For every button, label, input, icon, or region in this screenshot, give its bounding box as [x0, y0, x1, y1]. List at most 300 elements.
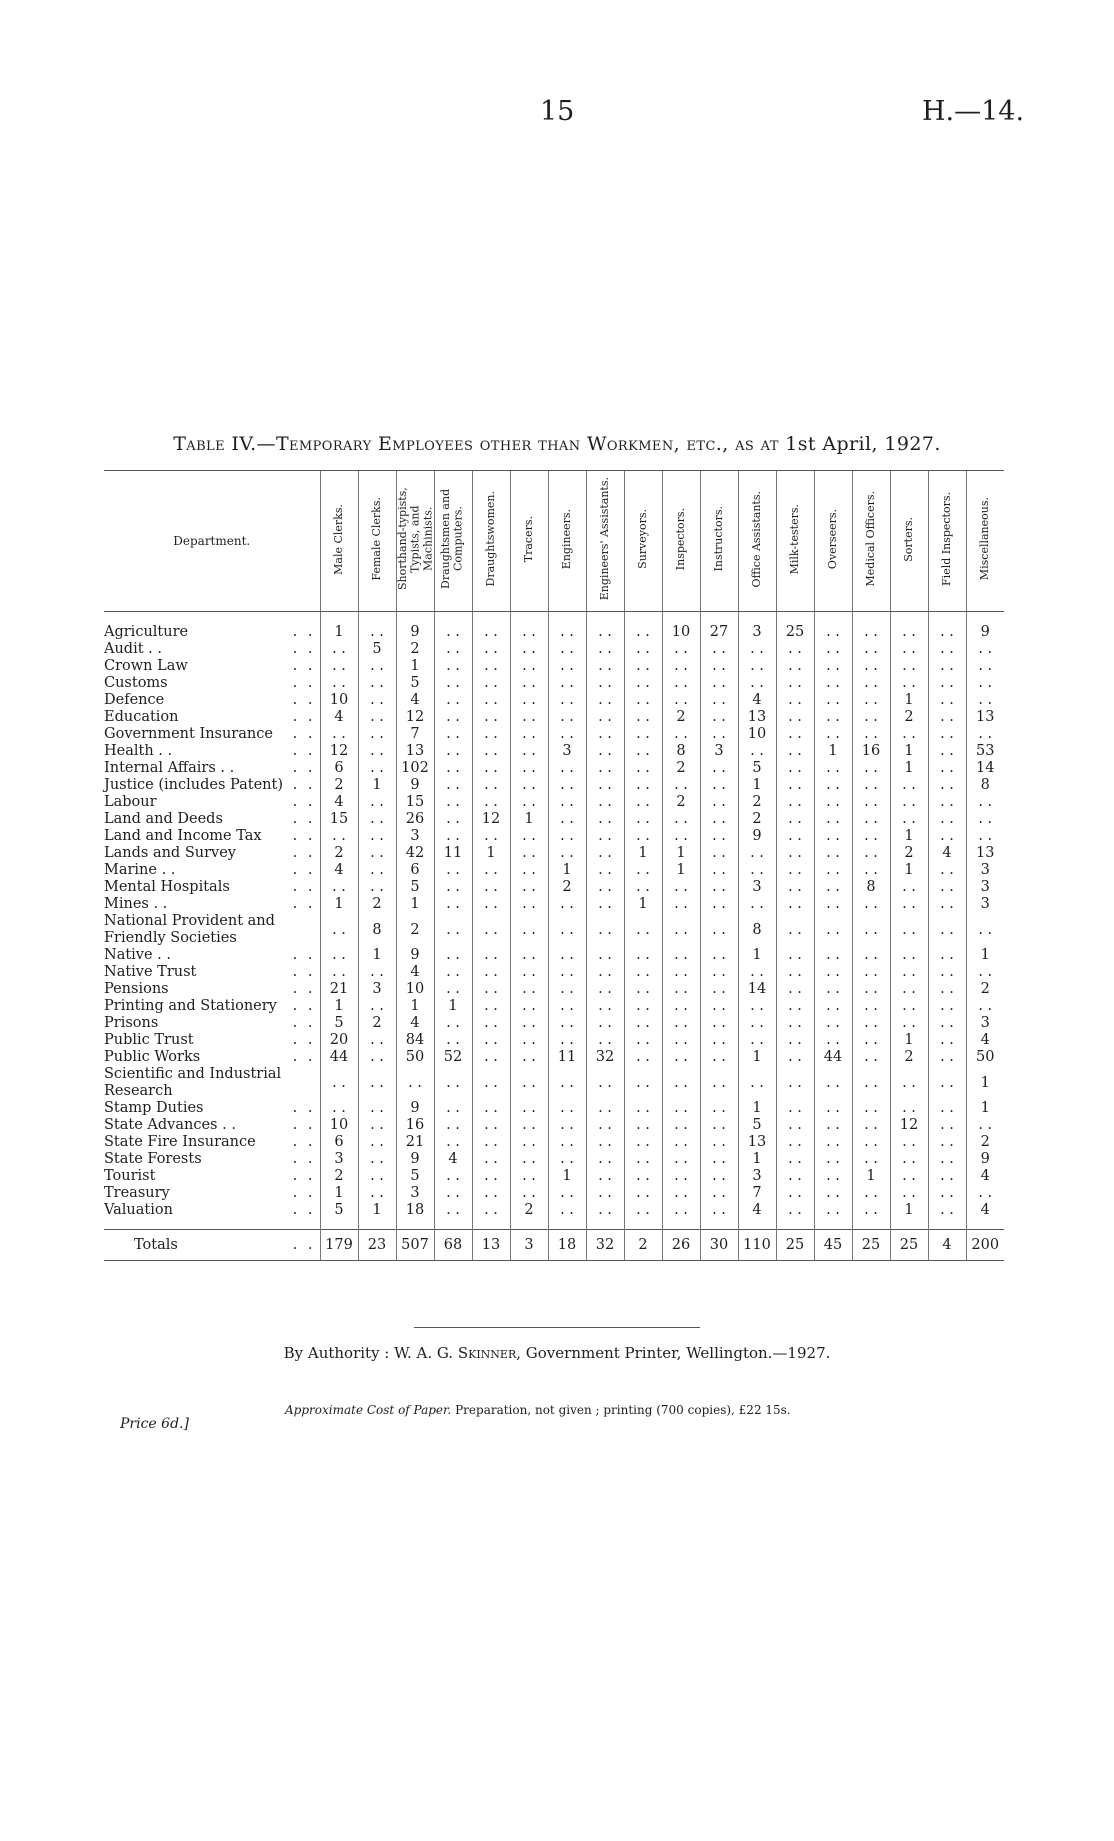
value-cell: . .: [776, 1168, 814, 1185]
value-cell: 4: [966, 1032, 1004, 1049]
value-cell: 4: [738, 1202, 776, 1219]
value-cell: . .: [624, 675, 662, 692]
value-cell: . .: [586, 675, 624, 692]
value-cell: . .: [320, 879, 358, 896]
value-cell: 14: [738, 981, 776, 998]
table-row: [104, 641, 1004, 658]
value-cell: . .: [814, 1117, 852, 1134]
value-cell: . .: [852, 709, 890, 726]
value-cell: . .: [548, 709, 586, 726]
value-cell: . .: [776, 675, 814, 692]
value-cell: . .: [700, 658, 738, 675]
value-cell: . .: [320, 913, 358, 947]
value-cell: . .: [814, 709, 852, 726]
value-cell: . .: [624, 1066, 662, 1100]
cost-label: Approximate Cost of Paper.: [285, 1403, 452, 1417]
value-cell: 9: [396, 947, 434, 964]
table-row: [104, 913, 1004, 947]
value-cell: 2: [738, 811, 776, 828]
value-cell: . .: [966, 1185, 1004, 1202]
value-cell: 8: [738, 913, 776, 947]
column-header: [776, 471, 814, 612]
value-cell: 4: [434, 1151, 472, 1168]
value-cell: . .: [510, 879, 548, 896]
value-cell: . .: [700, 828, 738, 845]
value-cell: 10: [320, 1117, 358, 1134]
value-cell: 4: [396, 692, 434, 709]
value-cell: . .: [358, 998, 396, 1015]
value-cell: 3: [738, 1168, 776, 1185]
value-cell: . .: [890, 794, 928, 811]
value-cell: . .: [434, 1117, 472, 1134]
value-cell: . .: [510, 726, 548, 743]
department-cell: [104, 658, 320, 675]
value-cell: . .: [738, 1032, 776, 1049]
value-cell: 2: [358, 1015, 396, 1032]
value-cell: . .: [624, 760, 662, 777]
value-cell: . .: [738, 964, 776, 981]
dot-leader: . .: [292, 845, 316, 861]
value-cell: . .: [320, 828, 358, 845]
table-row: [104, 675, 1004, 692]
value-cell: 9: [396, 777, 434, 794]
value-cell: 2: [662, 760, 700, 777]
value-cell: . .: [776, 1151, 814, 1168]
value-cell: 3: [966, 879, 1004, 896]
value-cell: . .: [510, 1066, 548, 1100]
table-row: [104, 1066, 1004, 1100]
value-cell: . .: [852, 1032, 890, 1049]
value-cell: 5: [320, 1015, 358, 1032]
value-cell: . .: [586, 612, 624, 642]
value-cell: . .: [586, 828, 624, 845]
value-cell: . .: [776, 709, 814, 726]
value-cell: . .: [928, 1185, 966, 1202]
cost-text: Preparation, not given ; printing (700 copies), £22 15s.: [455, 1403, 791, 1417]
department-cell: [104, 1066, 320, 1100]
value-cell: . .: [814, 896, 852, 913]
value-cell: . .: [510, 998, 548, 1015]
value-cell: . .: [586, 1185, 624, 1202]
value-cell: . .: [700, 692, 738, 709]
value-cell: . .: [928, 981, 966, 998]
dot-leader: . .: [292, 1168, 316, 1184]
value-cell: . .: [814, 675, 852, 692]
value-cell: . .: [510, 981, 548, 998]
value-cell: . .: [738, 1066, 776, 1100]
value-cell: . .: [586, 1117, 624, 1134]
value-cell: . .: [548, 1066, 586, 1100]
authority-prefix: By Authority :: [283, 1344, 390, 1362]
value-cell: . .: [548, 981, 586, 998]
value-cell: . .: [624, 964, 662, 981]
value-cell: . .: [624, 641, 662, 658]
value-cell: . .: [928, 760, 966, 777]
value-cell: . .: [624, 777, 662, 794]
value-cell: 1: [890, 862, 928, 879]
value-cell: . .: [434, 981, 472, 998]
department-name: State Advances . .: [104, 1117, 236, 1133]
value-cell: . .: [776, 1066, 814, 1100]
value-cell: . .: [510, 964, 548, 981]
value-cell: . .: [852, 947, 890, 964]
value-cell: . .: [890, 896, 928, 913]
column-header: [662, 471, 700, 612]
value-cell: . .: [472, 1100, 510, 1117]
column-header-label: Field Inspectors.: [939, 492, 953, 586]
value-cell: . .: [852, 1185, 890, 1202]
value-cell: . .: [434, 1185, 472, 1202]
value-cell: . .: [700, 726, 738, 743]
value-cell: . .: [814, 862, 852, 879]
value-cell: . .: [624, 1049, 662, 1066]
value-cell: . .: [548, 811, 586, 828]
value-cell: . .: [928, 726, 966, 743]
value-cell: 10: [738, 726, 776, 743]
value-cell: . .: [852, 845, 890, 862]
value-cell: . .: [548, 1185, 586, 1202]
value-cell: 15: [396, 794, 434, 811]
department-name: Education: [104, 709, 179, 725]
value-cell: 4: [320, 794, 358, 811]
value-cell: . .: [662, 964, 700, 981]
dot-leader: . .: [292, 777, 316, 793]
column-header-label: Draughtswomen.: [483, 491, 497, 587]
value-cell: . .: [852, 777, 890, 794]
value-cell: . .: [966, 964, 1004, 981]
value-cell: . .: [358, 862, 396, 879]
value-cell: . .: [472, 1049, 510, 1066]
value-cell: . .: [662, 981, 700, 998]
value-cell: 25: [776, 1230, 814, 1261]
value-cell: . .: [928, 743, 966, 760]
department-cell: [104, 760, 320, 777]
value-cell: . .: [662, 1032, 700, 1049]
value-cell: . .: [928, 1151, 966, 1168]
value-cell: . .: [814, 658, 852, 675]
department-name: Public Trust: [104, 1032, 194, 1048]
value-cell: 1: [358, 777, 396, 794]
value-cell: . .: [434, 1066, 472, 1100]
value-cell: . .: [852, 981, 890, 998]
value-cell: . .: [472, 913, 510, 947]
department-header: Department.: [104, 471, 320, 612]
department-name: Public Works: [104, 1049, 201, 1065]
value-cell: 5: [320, 1202, 358, 1219]
department-cell: [104, 692, 320, 709]
value-cell: 13: [966, 845, 1004, 862]
department-cell: [104, 1151, 320, 1168]
value-cell: . .: [738, 896, 776, 913]
value-cell: . .: [966, 692, 1004, 709]
value-cell: 16: [396, 1117, 434, 1134]
value-cell: . .: [890, 1134, 928, 1151]
value-cell: 18: [396, 1202, 434, 1219]
value-cell: . .: [928, 964, 966, 981]
value-cell: . .: [586, 1032, 624, 1049]
column-header: [738, 471, 776, 612]
value-cell: . .: [434, 612, 472, 642]
value-cell: . .: [662, 913, 700, 947]
value-cell: . .: [852, 811, 890, 828]
value-cell: . .: [890, 1100, 928, 1117]
department-cell: [104, 1049, 320, 1066]
table-row: [104, 1202, 1004, 1219]
value-cell: . .: [738, 658, 776, 675]
value-cell: . .: [700, 862, 738, 879]
value-cell: . .: [510, 1032, 548, 1049]
value-cell: . .: [434, 879, 472, 896]
value-cell: . .: [776, 862, 814, 879]
value-cell: 3: [320, 1151, 358, 1168]
value-cell: . .: [852, 760, 890, 777]
column-header: [928, 471, 966, 612]
value-cell: . .: [586, 913, 624, 947]
value-cell: . .: [852, 794, 890, 811]
value-cell: . .: [662, 658, 700, 675]
value-cell: . .: [624, 1117, 662, 1134]
value-cell: . .: [472, 1151, 510, 1168]
value-cell: . .: [814, 1100, 852, 1117]
value-cell: . .: [434, 828, 472, 845]
value-cell: . .: [890, 777, 928, 794]
value-cell: . .: [852, 1117, 890, 1134]
table-row: [104, 1049, 1004, 1066]
value-cell: . .: [548, 1032, 586, 1049]
value-cell: . .: [548, 641, 586, 658]
value-cell: 1: [434, 998, 472, 1015]
value-cell: . .: [966, 1117, 1004, 1134]
value-cell: . .: [624, 1185, 662, 1202]
value-cell: . .: [662, 675, 700, 692]
value-cell: . .: [358, 794, 396, 811]
value-cell: . .: [358, 845, 396, 862]
department-cell: [104, 811, 320, 828]
column-header: [510, 471, 548, 612]
table-row: [104, 1134, 1004, 1151]
value-cell: 1: [320, 1185, 358, 1202]
value-cell: 2: [548, 879, 586, 896]
value-cell: . .: [890, 879, 928, 896]
value-cell: 9: [966, 612, 1004, 642]
value-cell: . .: [472, 947, 510, 964]
value-cell: . .: [700, 1100, 738, 1117]
value-cell: . .: [472, 1032, 510, 1049]
column-header-label: Engineers.: [559, 508, 573, 570]
value-cell: . .: [662, 896, 700, 913]
table-row: [104, 811, 1004, 828]
value-cell: 13: [738, 1134, 776, 1151]
value-cell: . .: [434, 709, 472, 726]
value-cell: 16: [852, 743, 890, 760]
value-cell: 9: [396, 1100, 434, 1117]
column-header-label: Surveyors.: [635, 509, 649, 569]
value-cell: . .: [700, 760, 738, 777]
value-cell: 3: [738, 879, 776, 896]
column-header-label: Male Clerks.: [331, 503, 345, 575]
value-cell: 8: [358, 913, 396, 947]
department-name: State Fire Insurance: [104, 1134, 256, 1150]
value-cell: 3: [966, 896, 1004, 913]
department-cell: [104, 981, 320, 998]
value-cell: . .: [548, 947, 586, 964]
value-cell: . .: [662, 811, 700, 828]
value-cell: 1: [890, 1202, 928, 1219]
value-cell: . .: [434, 1168, 472, 1185]
value-cell: 20: [320, 1032, 358, 1049]
value-cell: . .: [358, 964, 396, 981]
value-cell: . .: [814, 612, 852, 642]
value-cell: . .: [624, 612, 662, 642]
value-cell: . .: [472, 709, 510, 726]
value-cell: 21: [396, 1134, 434, 1151]
value-cell: . .: [928, 1049, 966, 1066]
department-name: Prisons: [104, 1015, 159, 1031]
department-cell: [104, 1168, 320, 1185]
value-cell: . .: [852, 692, 890, 709]
value-cell: . .: [700, 964, 738, 981]
value-cell: 7: [396, 726, 434, 743]
value-cell: . .: [738, 845, 776, 862]
value-cell: 1: [662, 845, 700, 862]
column-header-label: Milk-testers.: [787, 503, 801, 575]
value-cell: . .: [814, 641, 852, 658]
value-cell: . .: [700, 1168, 738, 1185]
value-cell: . .: [776, 845, 814, 862]
value-cell: . .: [852, 828, 890, 845]
table-row: [104, 1185, 1004, 1202]
value-cell: . .: [320, 1100, 358, 1117]
value-cell: . .: [700, 777, 738, 794]
value-cell: . .: [700, 998, 738, 1015]
table-row: [104, 1100, 1004, 1117]
value-cell: 1: [358, 1202, 396, 1219]
value-cell: . .: [890, 1015, 928, 1032]
department-cell: [104, 879, 320, 896]
value-cell: . .: [890, 964, 928, 981]
value-cell: . .: [548, 845, 586, 862]
value-cell: 2: [320, 1168, 358, 1185]
dot-leader: . .: [292, 811, 316, 827]
dot-leader: . .: [292, 862, 316, 878]
value-cell: . .: [738, 743, 776, 760]
value-cell: . .: [890, 1185, 928, 1202]
value-cell: 2: [966, 981, 1004, 998]
value-cell: . .: [662, 1066, 700, 1100]
value-cell: . .: [890, 1151, 928, 1168]
value-cell: 45: [814, 1230, 852, 1261]
value-cell: . .: [700, 1202, 738, 1219]
table-title-date: 1st April, 1927.: [785, 433, 941, 455]
value-cell: . .: [776, 726, 814, 743]
value-cell: . .: [320, 641, 358, 658]
table-row: [104, 692, 1004, 709]
value-cell: . .: [776, 811, 814, 828]
value-cell: . .: [586, 1202, 624, 1219]
value-cell: . .: [510, 913, 548, 947]
value-cell: . .: [852, 896, 890, 913]
value-cell: . .: [434, 641, 472, 658]
value-cell: . .: [510, 828, 548, 845]
value-cell: 13: [472, 1230, 510, 1261]
value-cell: . .: [738, 1015, 776, 1032]
value-cell: . .: [814, 998, 852, 1015]
value-cell: . .: [814, 1168, 852, 1185]
value-cell: . .: [586, 811, 624, 828]
value-cell: . .: [814, 913, 852, 947]
department-name: Defence: [104, 692, 165, 708]
value-cell: . .: [700, 896, 738, 913]
value-cell: 42: [396, 845, 434, 862]
value-cell: 4: [396, 1015, 434, 1032]
value-cell: . .: [548, 828, 586, 845]
value-cell: . .: [358, 1066, 396, 1100]
value-cell: . .: [776, 1117, 814, 1134]
value-cell: 13: [966, 709, 1004, 726]
value-cell: . .: [700, 811, 738, 828]
value-cell: . .: [510, 658, 548, 675]
table-row: [104, 896, 1004, 913]
value-cell: . .: [700, 1151, 738, 1168]
table-row: [104, 947, 1004, 964]
column-header: [472, 471, 510, 612]
value-cell: 2: [510, 1202, 548, 1219]
dot-leader: . .: [292, 726, 316, 742]
value-cell: 2: [396, 641, 434, 658]
value-cell: . .: [472, 726, 510, 743]
dot-leader: . .: [292, 743, 316, 759]
department-name: Internal Affairs . .: [104, 760, 235, 776]
value-cell: . .: [472, 1117, 510, 1134]
value-cell: . .: [548, 913, 586, 947]
dot-leader: . .: [292, 896, 316, 912]
value-cell: 2: [890, 709, 928, 726]
table-row: [104, 777, 1004, 794]
value-cell: . .: [358, 692, 396, 709]
value-cell: 25: [852, 1230, 890, 1261]
value-cell: 11: [548, 1049, 586, 1066]
value-cell: . .: [586, 709, 624, 726]
value-cell: 2: [890, 1049, 928, 1066]
value-cell: 1: [738, 947, 776, 964]
department-cell: [104, 1015, 320, 1032]
value-cell: . .: [320, 726, 358, 743]
value-cell: . .: [586, 1066, 624, 1100]
value-cell: . .: [928, 641, 966, 658]
column-header-label: Overseers.: [825, 508, 839, 570]
value-cell: . .: [472, 1168, 510, 1185]
value-cell: . .: [928, 947, 966, 964]
value-cell: . .: [928, 658, 966, 675]
dot-leader: . .: [292, 794, 316, 810]
value-cell: . .: [586, 981, 624, 998]
value-cell: . .: [662, 1015, 700, 1032]
value-cell: 2: [662, 794, 700, 811]
value-cell: . .: [776, 692, 814, 709]
value-cell: . .: [928, 1066, 966, 1100]
dot-leader: . .: [292, 641, 316, 657]
value-cell: . .: [548, 964, 586, 981]
value-cell: . .: [814, 760, 852, 777]
value-cell: . .: [700, 1049, 738, 1066]
value-cell: . .: [814, 964, 852, 981]
value-cell: 23: [358, 1230, 396, 1261]
value-cell: . .: [358, 1117, 396, 1134]
value-cell: 1: [890, 743, 928, 760]
department-cell: [104, 1185, 320, 1202]
value-cell: . .: [472, 675, 510, 692]
value-cell: 2: [320, 777, 358, 794]
